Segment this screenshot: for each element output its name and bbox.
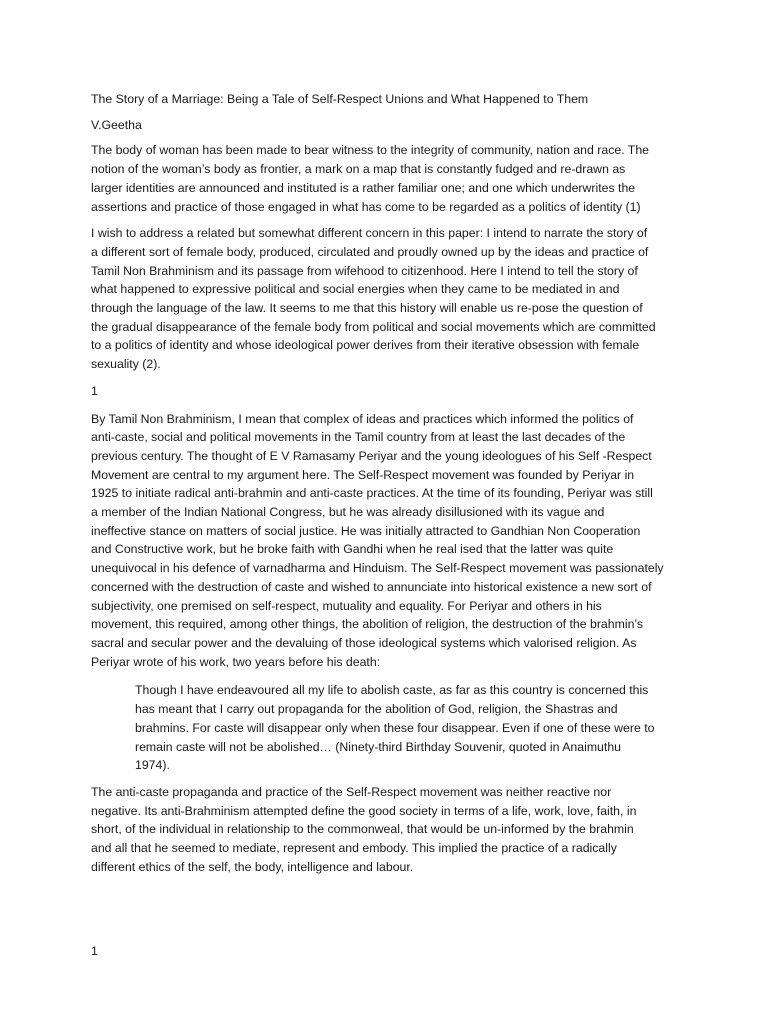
quote-line: 1974). [135, 758, 170, 773]
text-line: notion of the woman’s body as frontier, a mark on a map that is constantly fudged and re-drawn as [91, 162, 626, 177]
text-line: through the language of the law. It seems to me that this history will enable us re-pose the question of [91, 301, 643, 316]
text-line: movement, this required, among other things, the abolition of religion, the destruction of the brahmin’s [91, 617, 644, 632]
text-line: and all that he seemed to mediate, represent and embody. This implied the practice of a radically [91, 841, 617, 856]
text-line: the gradual disappearance of the female body from political and social movements which are committed [91, 319, 656, 334]
document-page [91, 90, 679, 884]
text-line: Periyar wrote of his work, two years before his death: [91, 654, 381, 669]
text-line: unequivocal in his defence of varnadharma and Hinduism. The Self-Respect movement was passionately [91, 561, 664, 576]
text-line: anti-caste, social and political movements in the Tamil country from at least the last decades of the [91, 430, 626, 445]
text-line: assertions and practice of those engaged in what has come to be regarded as a politics of identity (1) [91, 199, 641, 214]
quote-line: has meant that I carry out propaganda for the abolition of God, religion, the Shastras and [135, 702, 618, 717]
text-line: negative. Its anti-Brahminism attempted define the good society in terms of a life, work, love, faith, in [91, 803, 637, 818]
text-line: previous century. The thought of E V Ramasamy Periyar and the young ideologues of his Self -Respect [91, 448, 652, 463]
text-line: a member of the Indian National Congress, but he was already disillusioned with its vague and [91, 505, 605, 520]
text-line: concerned with the destruction of caste and wished to annunciate into historical existence a new sort of [91, 579, 652, 594]
paragraph-3 [91, 410, 679, 672]
quote-line: Though I have endeavoured all my life to abolish caste, as far as this country is concerned this [135, 683, 649, 698]
document-title: The Story of a Marriage: Being a Tale of Self-Respect Unions and What Happened to Them [91, 92, 589, 106]
text-line: By Tamil Non Brahminism, I mean that complex of ideas and practices which informed the politics of [91, 411, 634, 426]
text-line: sacral and secular power and the devaluing of those ideological systems which valorised religion. As [91, 635, 637, 650]
text-line: short, of the individual in relationship to the commonweal, that would be un-informed by the brahmin [91, 822, 634, 837]
footer-page-number: 1 [91, 944, 98, 958]
text-line: Movement are central to my argument here. The Self-Respect movement was founded by Periyar in [91, 467, 635, 482]
text-line: larger identities are announced and instituted is a rather familiar one; and one which underwrites the [91, 180, 636, 195]
text-line: Tamil Non Brahminism and its passage from wifehood to citizenhood. Here I intend to tell the story of [91, 263, 638, 278]
paragraph-2 [91, 224, 679, 374]
text-line: ineffective stance on matters of social justice. He was initially attracted to Gandhian Non Cooperation [91, 523, 641, 538]
section-number: 1 [91, 383, 98, 398]
text-line: what happened to expressive political and social energies when they came to be mediated in and [91, 282, 620, 297]
text-line: The anti-caste propaganda and practice of the Self-Respect movement was neither reactive nor [91, 784, 612, 799]
text-line: 1925 to initiate radical anti-brahmin and anti-caste practices. At the time of its founding, Periyar was still [91, 486, 653, 501]
quote-line: brahmins. For caste will disappear only when these four disappear. Even if one of these were to [135, 720, 655, 735]
paragraph-1 [91, 141, 679, 216]
text-line: sexuality (2). [91, 357, 161, 372]
paragraph-4 [91, 783, 679, 877]
text-line: The body of woman has been made to bear witness to the integrity of community, nation and race. The [91, 143, 650, 158]
text-line: different ethics of the self, the body, intelligence and labour. [91, 859, 414, 874]
author-name: V.Geetha [91, 117, 142, 132]
text-line: and Constructive work, but he broke faith with Gandhi when he real ised that the latter was quite [91, 542, 614, 557]
text-line: a different sort of female body, produced, circulated and proudly owned up by the ideas and practice of [91, 244, 649, 259]
text-line: to a politics of identity and whose ideological power derives from their iterative obsession with female [91, 338, 640, 353]
quote-line: remain caste will not be abolished… (Ninety-third Birthday Souvenir, quoted in Anaimuthu [135, 739, 621, 754]
text-line: subjectivity, one premised on self-respect, mutuality and equality. For Periyar and others in his [91, 598, 602, 613]
text-line: I wish to address a related but somewhat different concern in this paper: I intend to narrate the story of [91, 226, 648, 241]
block-quote [135, 681, 679, 775]
